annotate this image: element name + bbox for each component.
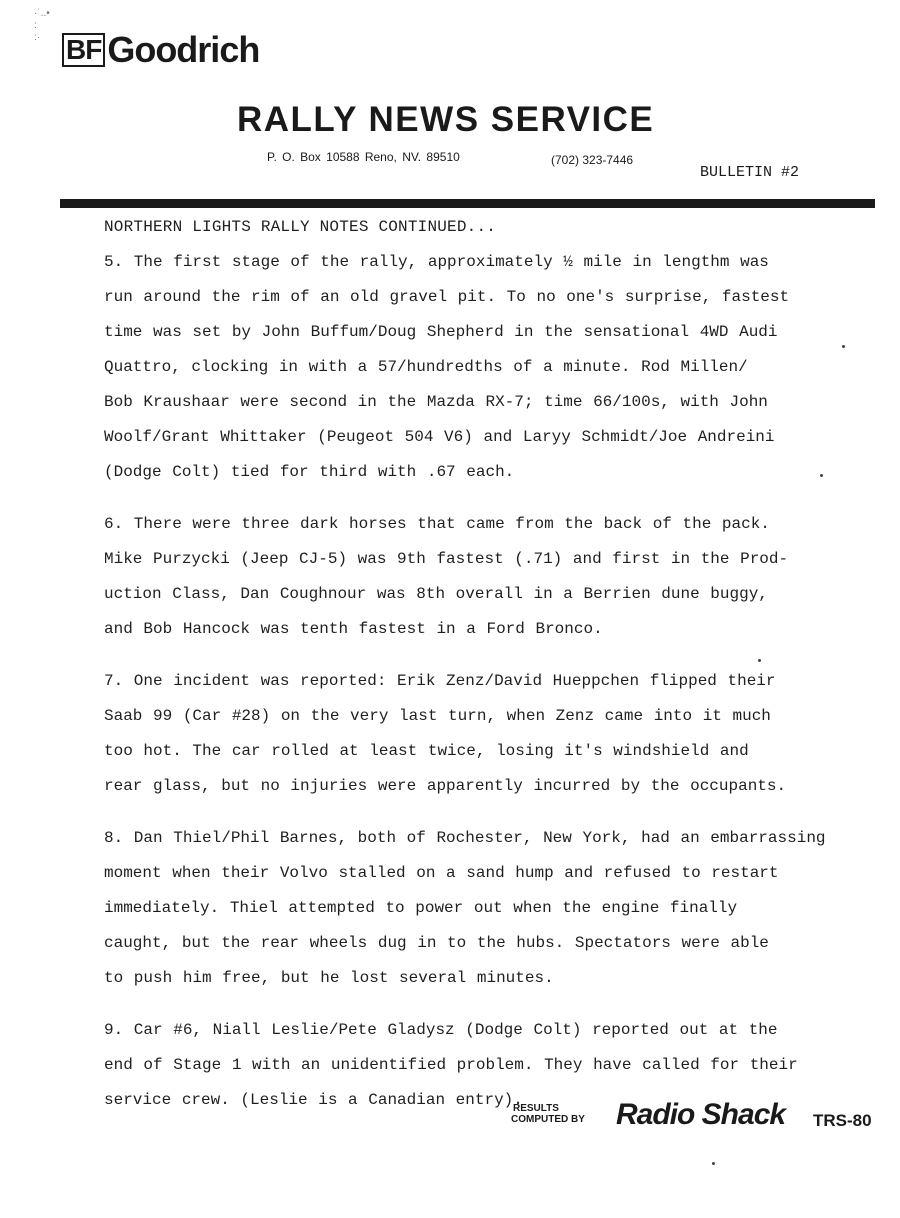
paragraph: [104, 511, 884, 651]
paragraph-line: time was set by John Buffum/Doug Shepherd in the sensational 4WD Audi: [104, 323, 778, 341]
paragraph-line: 8. Dan Thiel/Phil Barnes, both of Rochester, New York, had an embarrassing: [104, 829, 826, 847]
paragraph-line: (Dodge Colt) tied for third with .67 each.: [104, 463, 515, 481]
paragraph-line: 9. Car #6, Niall Leslie/Pete Gladysz (Dodge Colt) reported out at the: [104, 1021, 778, 1039]
paragraph-line: 6. There were three dark horses that came from the back of the pack.: [104, 515, 770, 533]
paragraph-line: 7. One incident was reported: Erik Zenz/David Hueppchen flipped their: [104, 672, 776, 690]
paragraph-line: too hot. The car rolled at least twice, losing it's windshield and: [104, 742, 749, 760]
phone-number: (702) 323-7446: [551, 153, 634, 167]
scan-speck: [758, 659, 761, 662]
results-label: RESULTS: [513, 1103, 559, 1114]
paragraph-line: 5. The first stage of the rally, approximately ½ mile in lengthm was: [104, 253, 769, 271]
paragraph: [104, 668, 884, 808]
page-title: RALLY NEWS SERVICE: [237, 100, 655, 139]
bulletin-body: [104, 215, 884, 1139]
paragraph: [104, 825, 884, 1000]
paragraph: [104, 249, 884, 494]
footer-credit: [511, 1098, 881, 1138]
trs80-label: TRS-80: [813, 1111, 872, 1130]
paragraph-line: Mike Purzycki (Jeep CJ-5) was 9th fastest (.71) and first in the Prod-: [104, 550, 789, 568]
mailing-address: P. O. Box 10588 Reno, NV. 89510: [267, 150, 460, 164]
scan-speck: [820, 474, 823, 477]
scan-speck: [842, 345, 845, 348]
paragraph-line: uction Class, Dan Coughnour was 8th overall in a Berrien dune buggy,: [104, 585, 768, 603]
paragraph-line: Woolf/Grant Whittaker (Peugeot 504 V6) and Laryy Schmidt/Joe Andreini: [104, 428, 775, 446]
paragraph-line: rear glass, but no injuries were apparently incurred by the occupants.: [104, 777, 787, 795]
computed-by-label: COMPUTED BY: [511, 1114, 585, 1125]
paragraph-line: caught, but the rear wheels dug in to the hubs. Spectators were able: [104, 934, 769, 952]
paragraph-line: immediately. Thiel attempted to power out when the engine finally: [104, 899, 738, 917]
radio-shack-logo: Radio Shack: [616, 1098, 786, 1131]
paragraph-line: Quattro, clocking in with a 57/hundredths of a minute. Rod Millen/: [104, 358, 748, 376]
paragraph-line: Saab 99 (Car #28) on the very last turn, when Zenz came into it much: [104, 707, 771, 725]
paragraph-line: service crew. (Leslie is a Canadian entry).: [104, 1091, 523, 1109]
scan-specks: ·˙..• : :·: [34, 8, 50, 43]
bfgoodrich-logo: BF Goodrich: [62, 32, 259, 68]
paragraph-line: and Bob Hancock was tenth fastest in a Ford Bronco.: [104, 620, 603, 638]
paragraph-list: [104, 249, 884, 1122]
scan-speck: [712, 1162, 715, 1165]
results-caption: [511, 1103, 585, 1125]
paragraph-line: Bob Kraushaar were second in the Mazda RX-7; time 66/100s, with John: [104, 393, 768, 411]
paragraph-line: end of Stage 1 with an unidentified problem. They have called for their: [104, 1056, 798, 1074]
header-rule: [60, 199, 875, 208]
bulletin-number: BULLETIN #2: [700, 164, 800, 181]
paragraph-line: run around the rim of an old gravel pit. To no one's surprise, fastest: [104, 288, 790, 306]
paragraph-line: moment when their Volvo stalled on a sand hump and refused to restart: [104, 864, 779, 882]
section-heading: NORTHERN LIGHTS RALLY NOTES CONTINUED...: [104, 218, 497, 236]
paragraph-line: to push him free, but he lost several minutes.: [104, 969, 554, 987]
